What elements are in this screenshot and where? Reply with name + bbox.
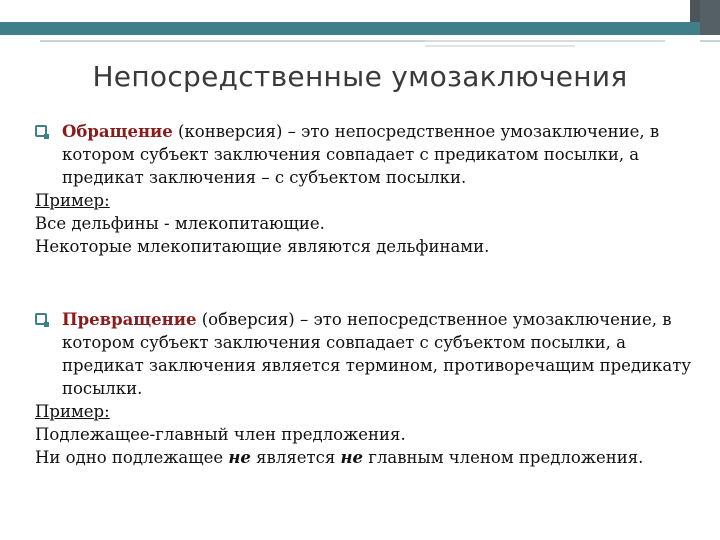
example-line: Ни одно подлежащее не является не главным членом предложения. (35, 448, 644, 467)
term-obversion: Превращение (62, 310, 197, 329)
header-accent-bar (0, 22, 700, 35)
slide-content (35, 120, 705, 469)
definition-text: (конверсия) – это непосредственное умозаключение, в котором субъект заключения совпадает с предикатом посылки, а предикат заключения – с субъектом посылки. (62, 122, 660, 187)
example-label: Пример: (35, 402, 110, 421)
checkbox-bullet-icon (35, 125, 47, 137)
example-label: Пример: (35, 191, 110, 210)
term-conversion: Обращение (62, 122, 173, 141)
example-line: Все дельфины - млекопитающие. (35, 214, 325, 233)
example-line: Подлежащее-главный член предложения. (35, 425, 406, 444)
header-rule (425, 40, 665, 42)
emphasis-negation: не (340, 448, 364, 467)
emphasis-negation: не (228, 448, 251, 467)
slide-title: Непосредственные умозаключения (92, 60, 628, 93)
definition-obversion (35, 308, 705, 400)
example-line: Некоторые млекопитающие являются дельфинами. (35, 237, 490, 256)
header-rule (425, 45, 575, 47)
definition-text: (обверсия) – это непосредственное умозаключение, в котором субъект заключения совпадает с субъектом посылки, а предикат заключения является термином, противоречащим предикату посылки. (62, 310, 692, 398)
definition-conversion (35, 120, 705, 189)
header-band (0, 0, 720, 22)
header-corner-strip (700, 0, 720, 35)
header-rule (40, 40, 480, 42)
checkbox-bullet-icon (35, 313, 47, 325)
header-rule (700, 40, 720, 42)
